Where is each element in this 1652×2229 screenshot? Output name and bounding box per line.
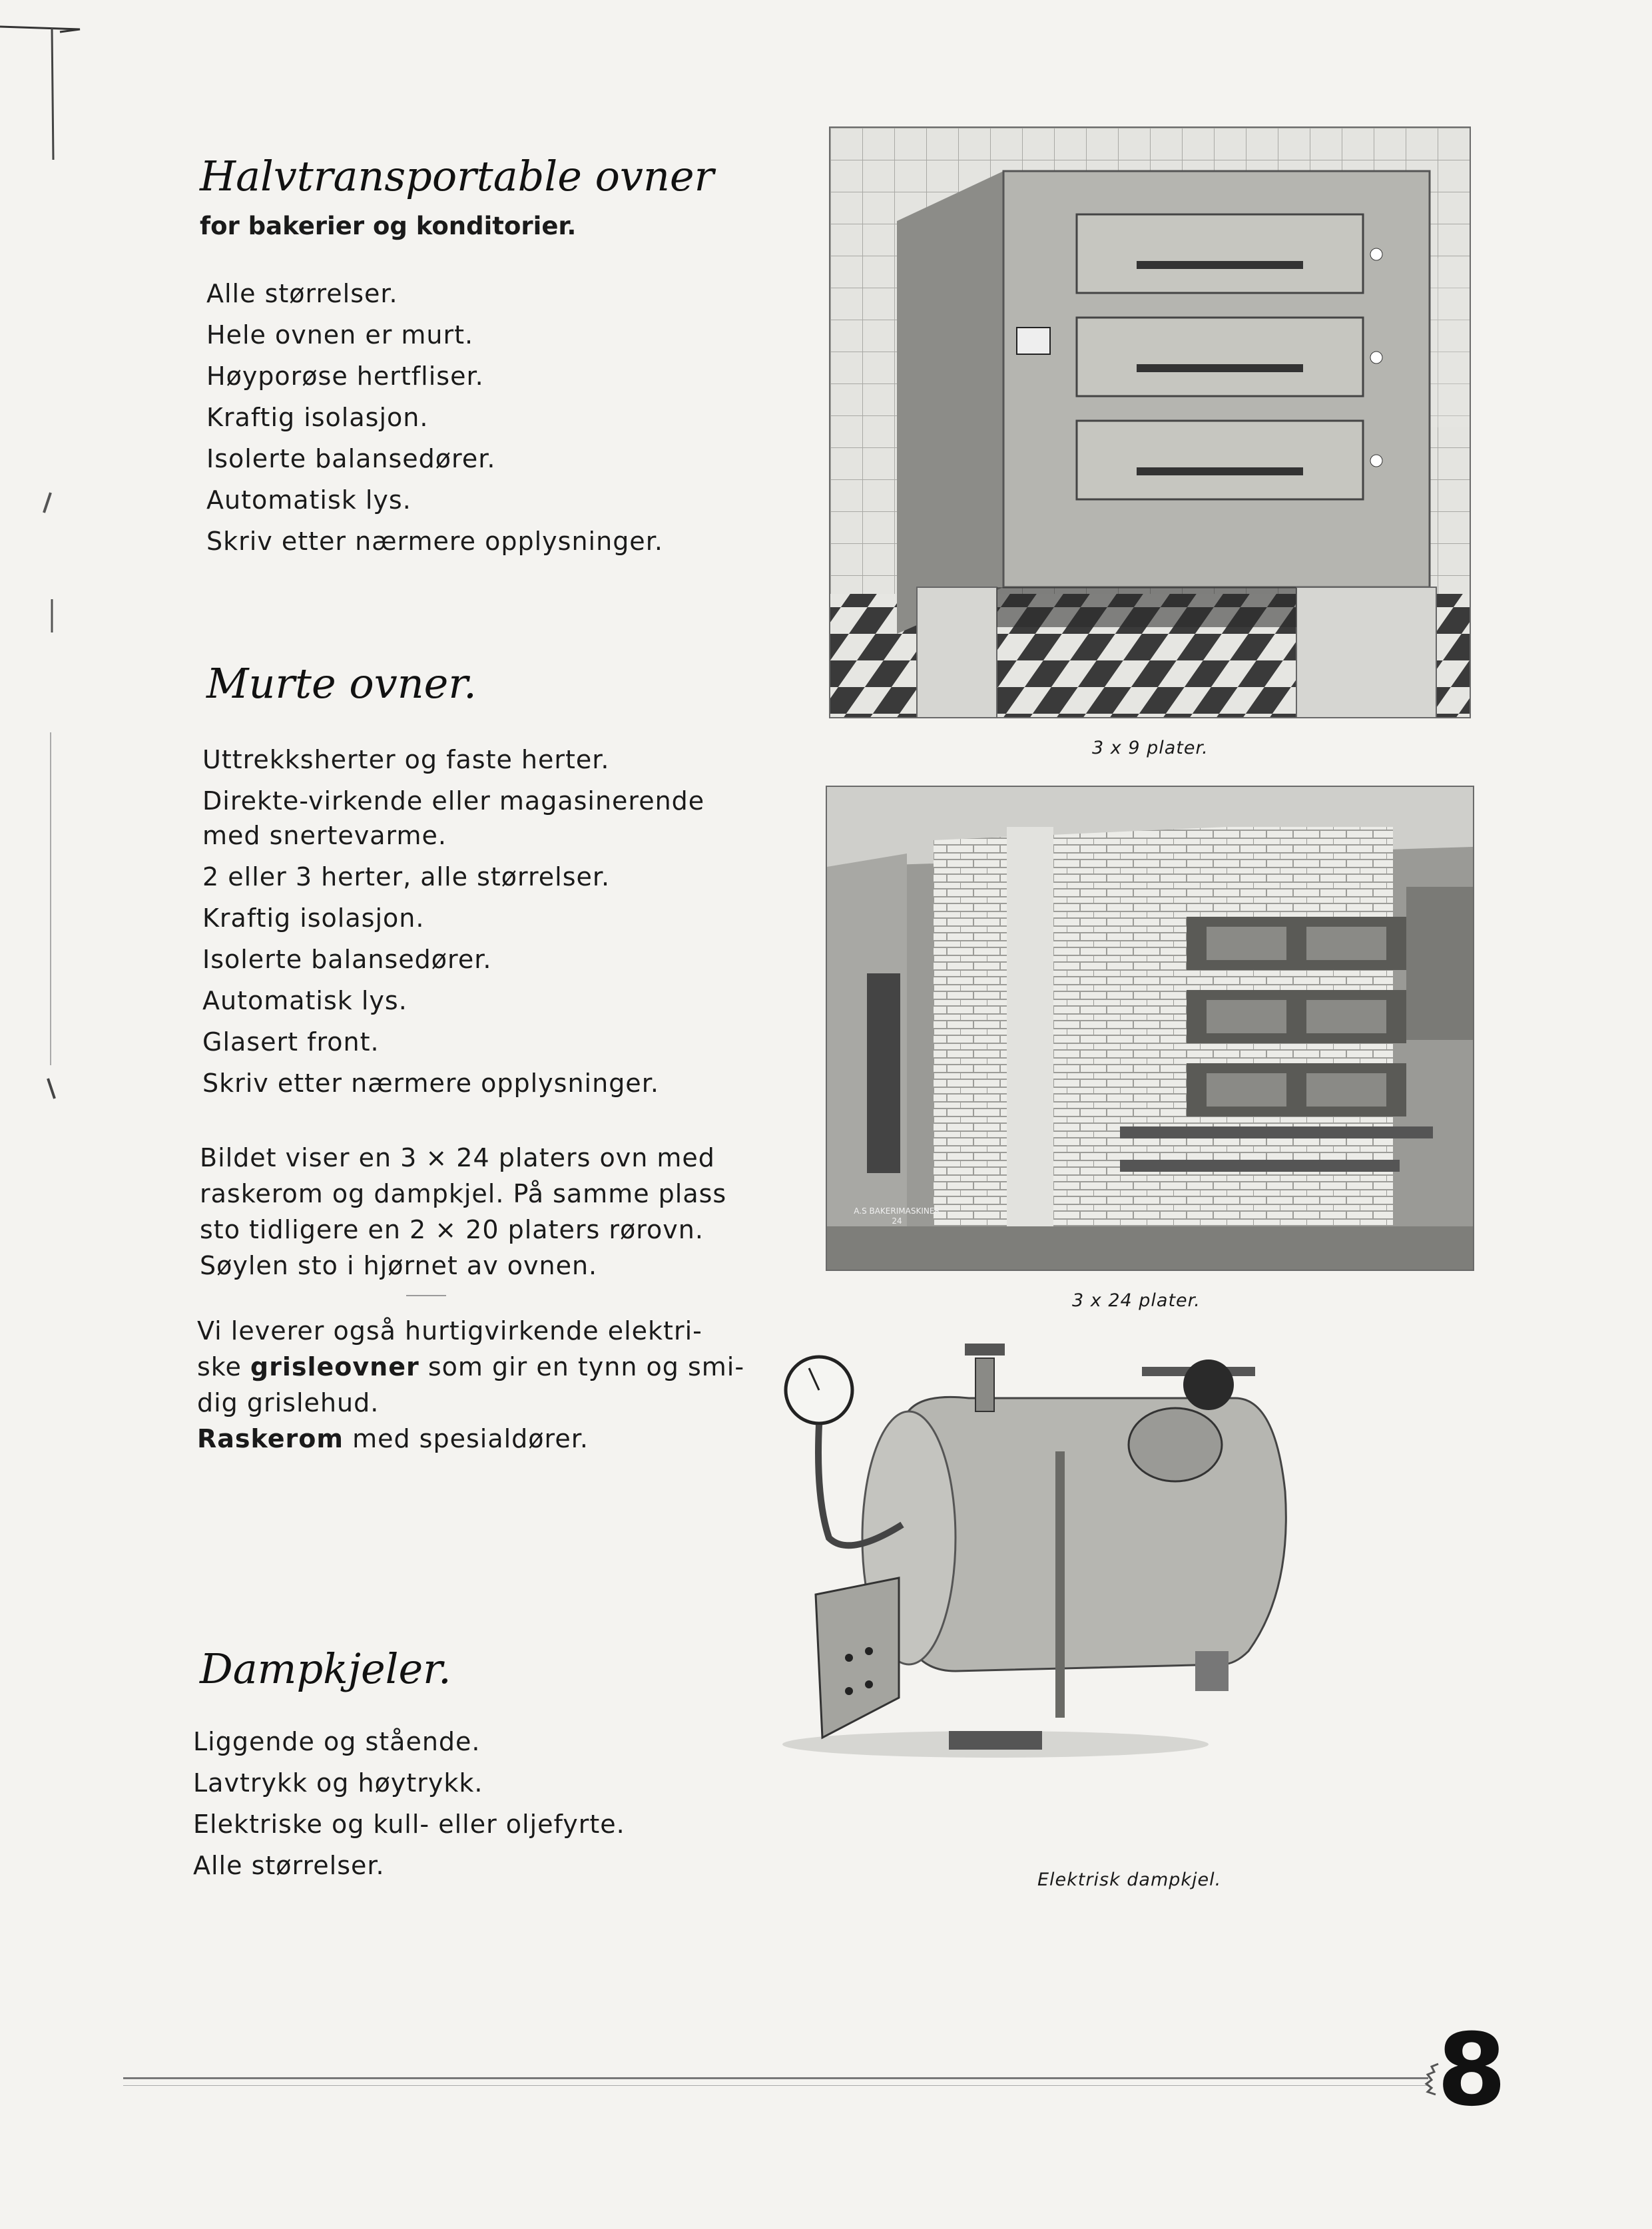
- list-item: Skriv etter nærmere opplysninger.: [202, 1069, 659, 1098]
- heading-dampkjeler: Dampkjeler.: [200, 1644, 451, 1693]
- list-item: Høyporøse hertfliser.: [206, 362, 484, 391]
- text-run: ske: [197, 1352, 250, 1381]
- plate-number: 24: [892, 1216, 902, 1226]
- list-item: Hele ovnen er murt.: [206, 320, 474, 350]
- list-item: Alle størrelser.: [206, 279, 398, 308]
- oven-description: [200, 1140, 726, 1284]
- list-item: Glasert front.: [202, 1027, 380, 1057]
- list-item: Alle størrelser.: [193, 1851, 385, 1880]
- page-number: 8: [1437, 2013, 1507, 2128]
- list-item: Automatisk lys.: [206, 485, 412, 515]
- list-item: Isolerte balansedører.: [206, 444, 496, 473]
- dampkjeler-feature-list: [193, 1721, 625, 1886]
- list-item: Kraftig isolasjon.: [206, 403, 429, 432]
- heading-murte-ovner: Murte ovner.: [206, 659, 477, 708]
- grisle-line: dig grislehud.: [197, 1388, 380, 1417]
- photo-brick-oven: [826, 786, 1474, 1271]
- grisle-line: Vi leverer også hurtigvirkende elektri-: [197, 1316, 702, 1346]
- photo-electric-boiler: [769, 1338, 1288, 1764]
- divider: [406, 1295, 446, 1296]
- transportable-feature-list: [206, 273, 663, 562]
- photo-transportable-oven: [829, 126, 1471, 718]
- list-item: Isolerte balansedører.: [202, 945, 492, 974]
- list-item: Uttrekksherter og faste herter.: [202, 745, 610, 774]
- caption-boiler: Elektrisk dampkjel.: [1037, 1869, 1222, 1890]
- plate-text: A.S BAKERIMASKINER: [854, 1206, 940, 1216]
- grisleovner-paragraph: [197, 1313, 744, 1457]
- heading-halvtransportable-ovner: Halvtransportable ovner: [200, 152, 714, 200]
- murte-feature-list: [202, 739, 704, 1104]
- emphasis-raskerom: Raskerom: [197, 1424, 344, 1453]
- text-run: med spesialdører.: [344, 1424, 589, 1453]
- list-item: Skriv etter nærmere opplysninger.: [206, 527, 663, 556]
- description-line: raskerom og dampkjel. På samme plass: [200, 1179, 727, 1208]
- list-item: Direkte-virkende eller magasinerende: [202, 786, 705, 816]
- oven-maker-plate: [847, 1206, 947, 1226]
- list-item: 2 eller 3 herter, alle størrelser.: [202, 862, 611, 891]
- caption-oven: 3 x 9 plater.: [1092, 738, 1209, 758]
- text-run: som gir en tynn og smi-: [419, 1352, 745, 1381]
- footer-rule-thin: [123, 2085, 1428, 2086]
- grisle-line: [197, 1349, 744, 1385]
- list-item: Automatisk lys.: [202, 986, 408, 1015]
- list-item: Elektriske og kull- eller oljefyrte.: [193, 1810, 625, 1839]
- list-item: med snertevarme.: [202, 821, 447, 850]
- description-line: sto tidligere en 2 × 20 platers rørovn.: [200, 1215, 704, 1244]
- list-item: Liggende og stående.: [193, 1727, 481, 1756]
- caption-brick-oven: 3 x 24 plater.: [1072, 1290, 1201, 1311]
- description-line: Bildet viser en 3 × 24 platers ovn med: [200, 1143, 715, 1172]
- emphasis-grisleovner: grisleovner: [250, 1352, 419, 1381]
- description-line: Søylen sto i hjørnet av ovnen.: [200, 1251, 598, 1280]
- footer-rule: [123, 2077, 1428, 2079]
- grisle-line: [197, 1421, 744, 1457]
- subheading-bakerier: for bakerier og konditorier.: [200, 212, 577, 240]
- list-item: Kraftig isolasjon.: [202, 903, 425, 933]
- list-item: Lavtrykk og høytrykk.: [193, 1768, 483, 1798]
